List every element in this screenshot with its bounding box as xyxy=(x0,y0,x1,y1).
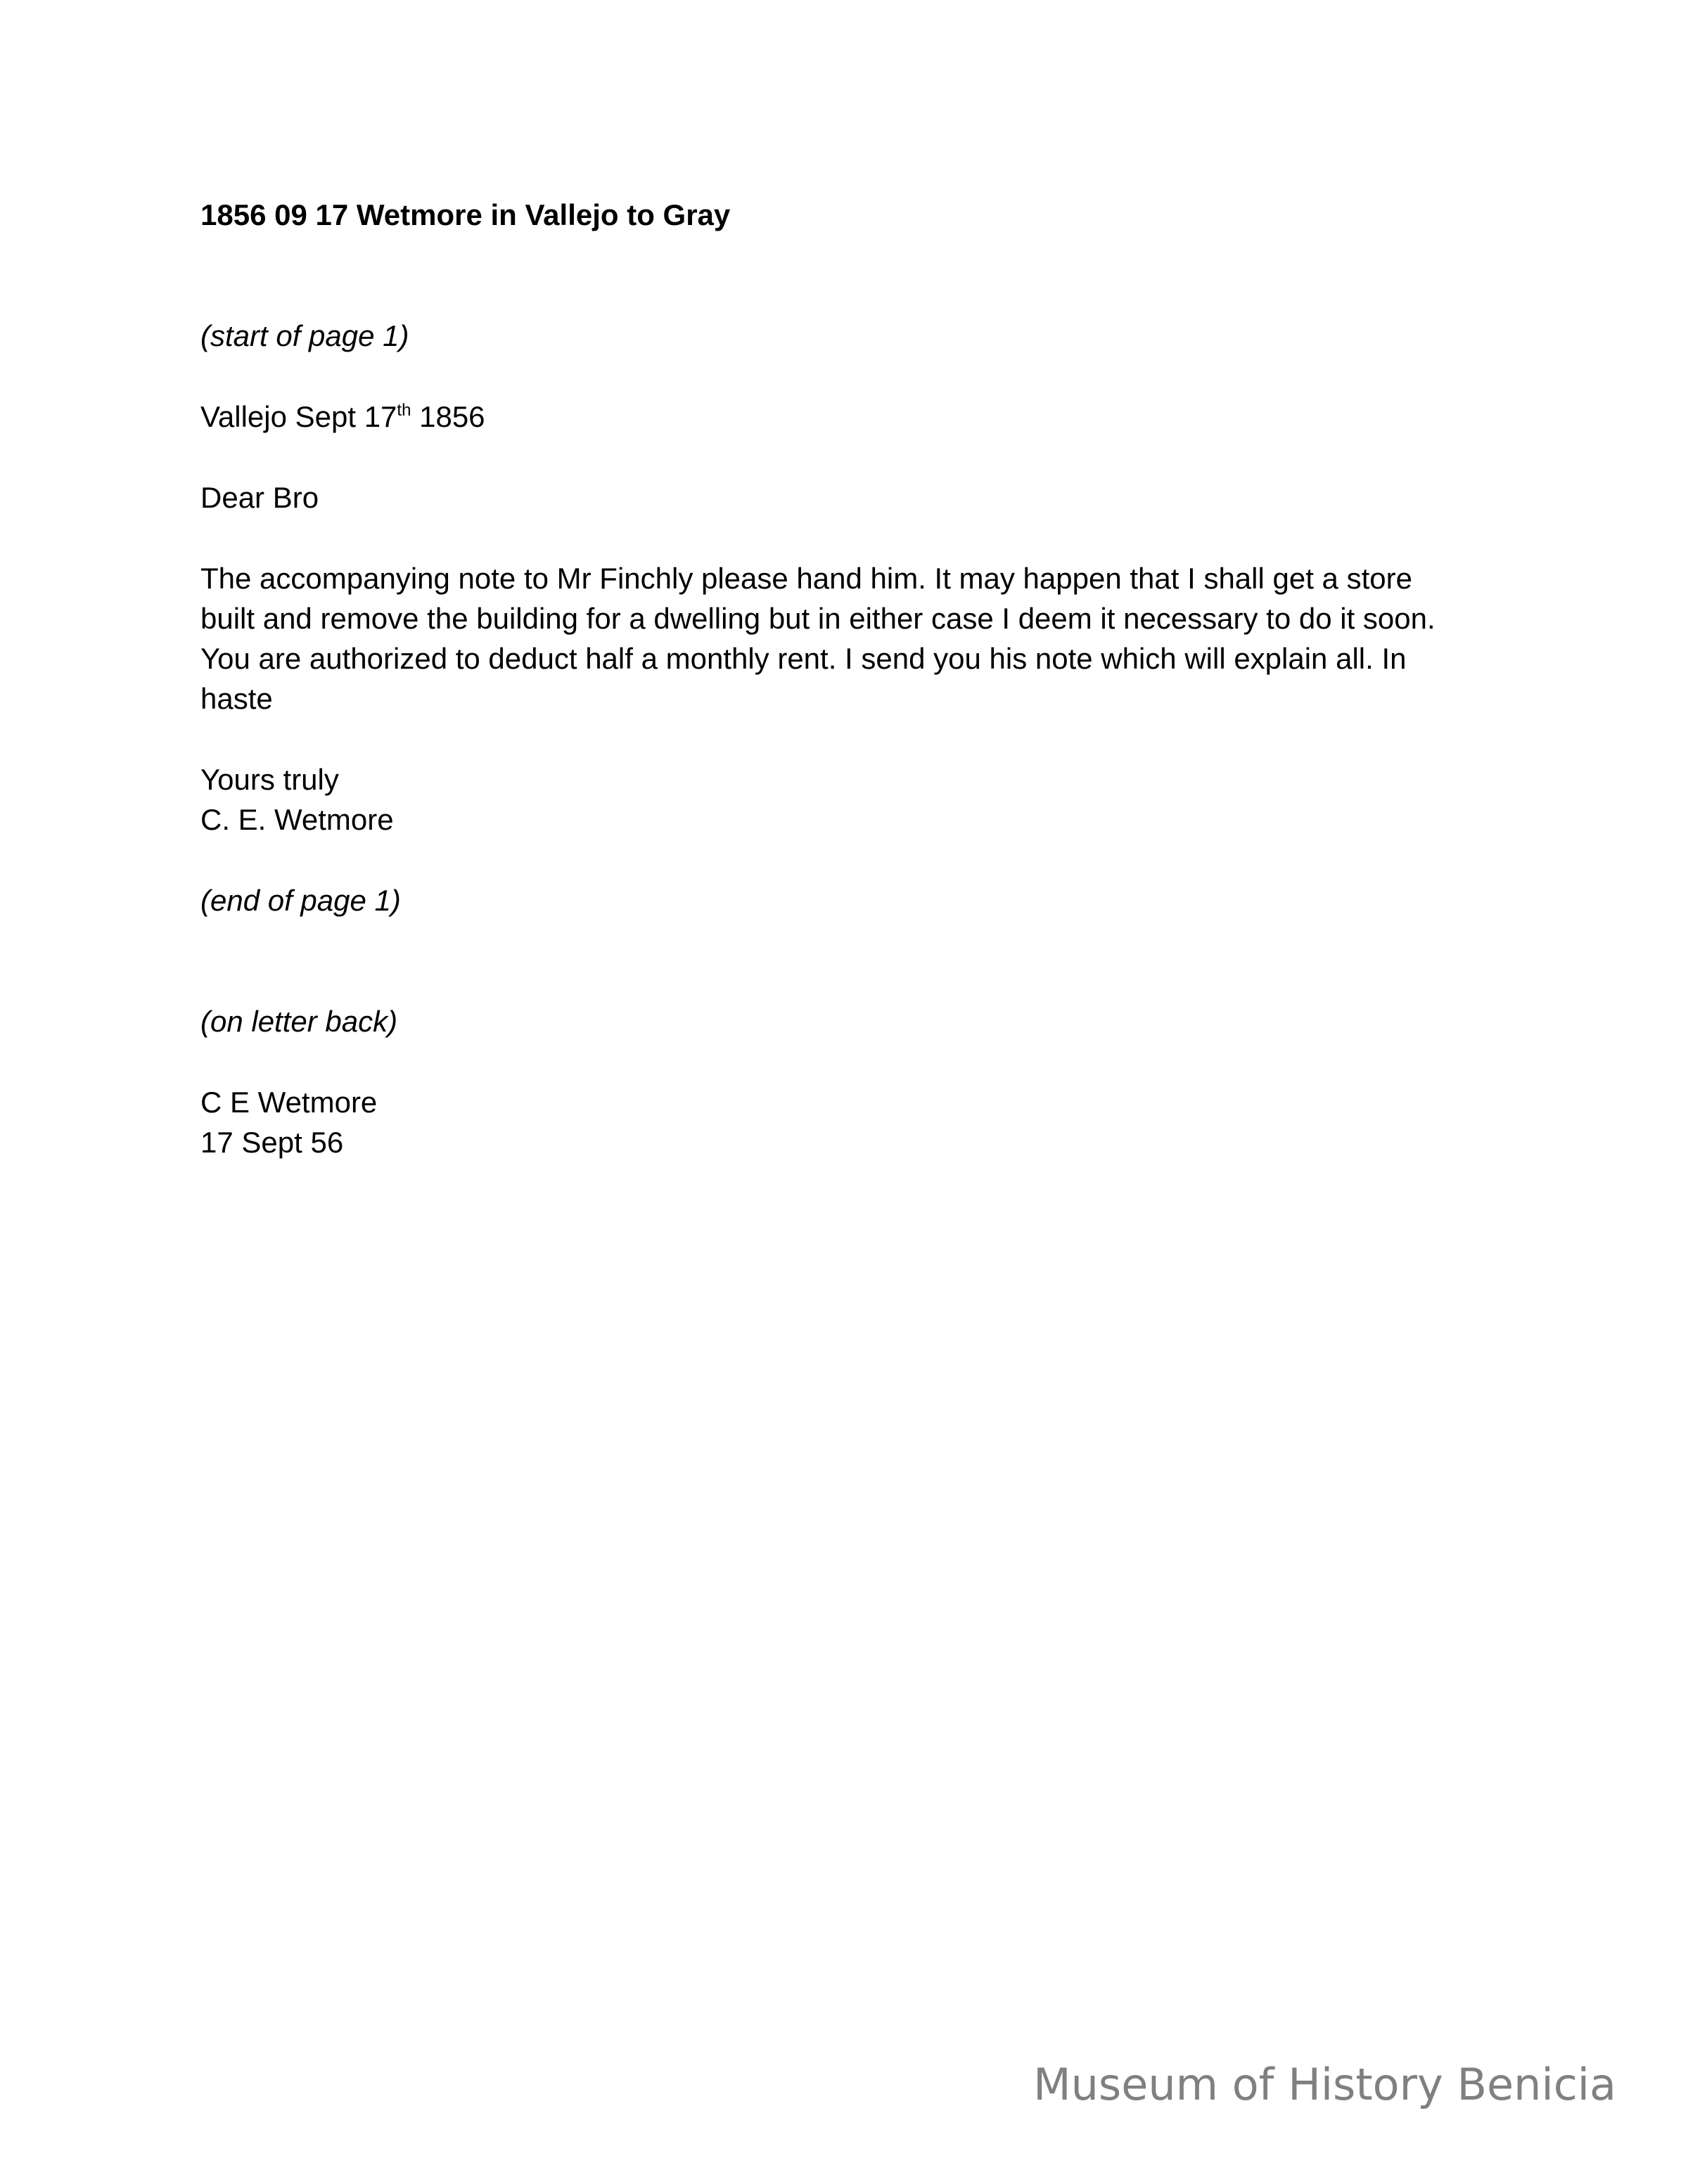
body-line: You are authorized to deduct half a monthly rent. I send you his note which will explain all. In xyxy=(200,642,1407,675)
dateline-year: 1856 xyxy=(411,400,485,433)
letter-body xyxy=(200,558,1509,719)
start-of-page-marker: (start of page 1) xyxy=(200,319,409,352)
closing: Yours truly xyxy=(200,763,339,796)
letter-closing xyxy=(200,759,1509,840)
back-line: 17 Sept 56 xyxy=(200,1126,344,1159)
museum-watermark: Museum of History Benicia xyxy=(1033,2059,1616,2110)
dateline-superscript: th xyxy=(397,401,411,420)
letter-back-notes xyxy=(200,1082,1509,1162)
body-line: The accompanying note to Mr Finchly please hand him. It may happen that I shall get a store xyxy=(200,562,1412,595)
dateline xyxy=(200,397,1509,437)
document-title: 1856 09 17 Wetmore in Vallejo to Gray xyxy=(200,198,731,231)
dateline-text: Vallejo Sept 17 xyxy=(200,400,397,433)
body-line: built and remove the building for a dwelling but in either case I deem it necessary to do it soon. xyxy=(200,602,1436,635)
letter-back-marker: (on letter back) xyxy=(200,1005,398,1038)
salutation: Dear Bro xyxy=(200,481,319,514)
letter-transcription xyxy=(200,195,1509,1162)
signature: C. E. Wetmore xyxy=(200,803,394,836)
end-of-page-marker: (end of page 1) xyxy=(200,884,401,917)
back-line: C E Wetmore xyxy=(200,1086,378,1119)
body-line: haste xyxy=(200,682,273,715)
